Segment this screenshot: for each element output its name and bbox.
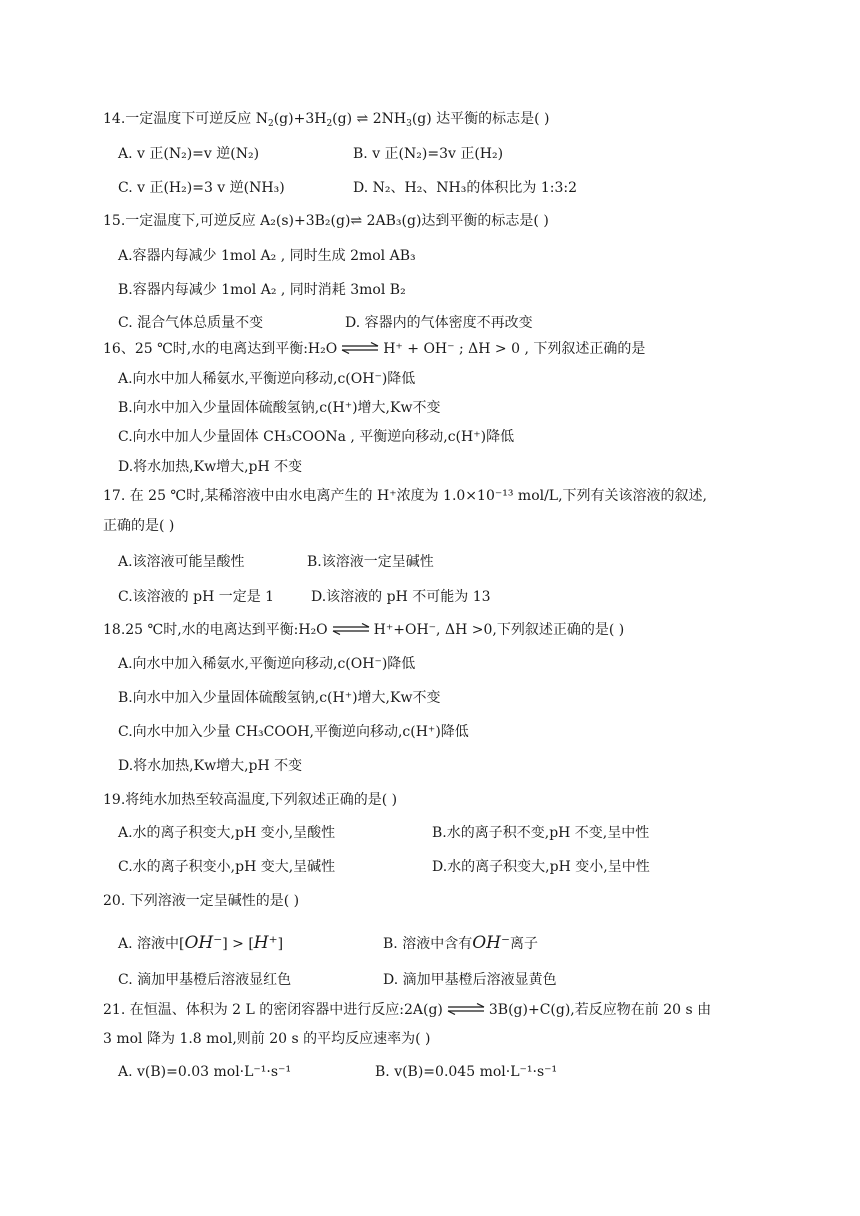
q19-option-d: D.水的离子积变大,pH 变小,呈中性 <box>432 859 650 875</box>
q14-stem-part: (g) <box>332 111 353 127</box>
q14-option-b: B. v 正(N₂)=3v 正(H₂) <box>353 146 504 162</box>
q15-option-a: A.容器内每减少 1mol A₂ , 同时生成 2mol AB₃ <box>118 248 416 264</box>
q17-option-a: A.该溶液可能呈酸性 <box>118 554 245 570</box>
q14-stem <box>103 109 550 129</box>
q14-option-c: C. v 正(H₂)=3 v 逆(NH₃) <box>118 180 285 196</box>
q20-option-d: D. 滴加甲基橙后溶液显黄色 <box>383 972 557 988</box>
q18-option-a: A.向水中加入稀氨水,平衡逆向移动,c(OH⁻)降低 <box>118 656 416 672</box>
hydrogen-ion: H⁺ <box>253 933 278 953</box>
equilibrium-arrow-icon <box>447 1003 485 1015</box>
q16-stem-part: 16、25 ℃时,水的电离达到平衡:H₂O <box>103 341 338 357</box>
q15-option-b: B.容器内每减少 1mol A₂ , 同时消耗 3mol B₂ <box>118 282 406 298</box>
equilibrium-arrow-icon <box>341 342 379 354</box>
q21-stem-part: 21. 在恒温、体积为 2 L 的密闭容器中进行反应:2A(g) <box>103 1002 443 1018</box>
q17-option-c: C.该溶液的 pH 一定是 1 <box>118 589 275 605</box>
q15-stem: 15.一定温度下,可逆反应 A₂(s)+3B₂(g)⇌ 2AB₃(g)达到平衡的标志是( ) <box>103 213 549 229</box>
q16-option-d: D.将水加热,Kw增大,pH 不变 <box>118 459 303 475</box>
q15-option-c: C. 混合气体总质量不变 <box>118 315 264 331</box>
q19-option-c: C.水的离子积变小,pH 变大,呈碱性 <box>118 859 336 875</box>
equilibrium-arrow: ⇌ <box>356 111 369 127</box>
q21-stem-line2: 3 mol 降为 1.8 mol,则前 20 s 的平均反应速率为( ) <box>103 1031 431 1047</box>
q14-stem-part: 14.一定温度下可逆反应 N <box>103 111 268 127</box>
q20-a-part: ] <box>277 936 284 952</box>
sub: 3 <box>406 119 412 129</box>
q17-stem-line1: 17. 在 25 ℃时,某稀溶液中由水电离产生的 H⁺浓度为 1.0×10⁻¹³ mol/L,下列有关该溶液的叙述, <box>103 488 708 504</box>
q20-option-c: C. 滴加甲基橙后溶液显红色 <box>118 972 292 988</box>
q19-stem: 19.将纯水加热至较高温度,下列叙述正确的是( ) <box>103 792 398 808</box>
q16-option-b: B.向水中加入少量固体硫酸氢钠,c(H⁺)增大,Kw不变 <box>118 400 441 416</box>
q21-option-b: B. v(B)=0.045 mol·L⁻¹·s⁻¹ <box>375 1064 558 1080</box>
q16-stem-part: H⁺ + OH⁻ ; ΔH > 0 , 下列叙述正确的是 <box>383 341 646 357</box>
q14-option-a: A. v 正(N₂)=v 逆(N₂) <box>118 146 260 162</box>
q20-a-part: A. 溶液中[ <box>118 936 185 952</box>
q20-b-part: B. 溶液中含有 <box>383 936 473 952</box>
q18-stem-part: H⁺+OH⁻, ΔH >0,下列叙述正确的是( ) <box>373 622 625 638</box>
q19-option-b: B.水的离子积不变,pH 不变,呈中性 <box>432 825 650 841</box>
q18-stem-part: 18.25 ℃时,水的电离达到平衡:H₂O <box>103 622 328 638</box>
q20-b-part: 离子 <box>509 936 538 952</box>
q16-stem <box>103 339 645 359</box>
q18-stem <box>103 620 624 640</box>
hydroxide-ion: OH⁻ <box>184 933 223 953</box>
q14-option-d: D. N₂、H₂、NH₃的体积比为 1:3:2 <box>353 180 577 196</box>
q16-option-a: A.向水中加人稀氨水,平衡逆向移动,c(OH⁻)降低 <box>118 371 416 387</box>
q18-option-d: D.将水加热,Kw增大,pH 不变 <box>118 758 303 774</box>
q14-stem-part: 2NH <box>368 111 407 127</box>
q20-a-part: ] > [ <box>222 936 254 952</box>
q15-option-d: D. 容器内的气体密度不再改变 <box>345 315 533 331</box>
sub: 2 <box>326 119 333 129</box>
q14-stem-part: (g)+3H <box>273 111 327 127</box>
q19-option-a: A.水的离子积变大,pH 变小,呈酸性 <box>118 825 336 841</box>
q21-stem-line1 <box>103 1000 711 1020</box>
equilibrium-arrow-icon <box>332 623 370 635</box>
hydroxide-ion: OH⁻ <box>472 933 510 953</box>
q18-option-b: B.向水中加入少量固体硫酸氢钠,c(H⁺)增大,Kw不变 <box>118 690 441 706</box>
q14-stem-part: (g) 达平衡的标志是( ) <box>411 111 550 127</box>
q16-option-c: C.向水中加人少量固体 CH₃COONa , 平衡逆向移动,c(H⁺)降低 <box>118 429 515 445</box>
sub: 2 <box>267 119 274 129</box>
q18-option-c: C.向水中加入少量 CH₃COOH,平衡逆向移动,c(H⁺)降低 <box>118 724 469 740</box>
q20-option-a <box>118 933 283 954</box>
q17-stem-line2: 正确的是( ) <box>103 518 175 534</box>
q21-option-a: A. v(B)=0.03 mol·L⁻¹·s⁻¹ <box>118 1064 292 1080</box>
q20-option-b <box>383 933 538 954</box>
q20-stem: 20. 下列溶液一定呈碱性的是( ) <box>103 893 300 909</box>
q21-stem-part: 3B(g)+C(g),若反应物在前 20 s 由 <box>488 1002 712 1018</box>
q17-option-d: D.该溶液的 pH 不可能为 13 <box>311 589 491 605</box>
q17-option-b: B.该溶液一定呈碱性 <box>307 554 434 570</box>
